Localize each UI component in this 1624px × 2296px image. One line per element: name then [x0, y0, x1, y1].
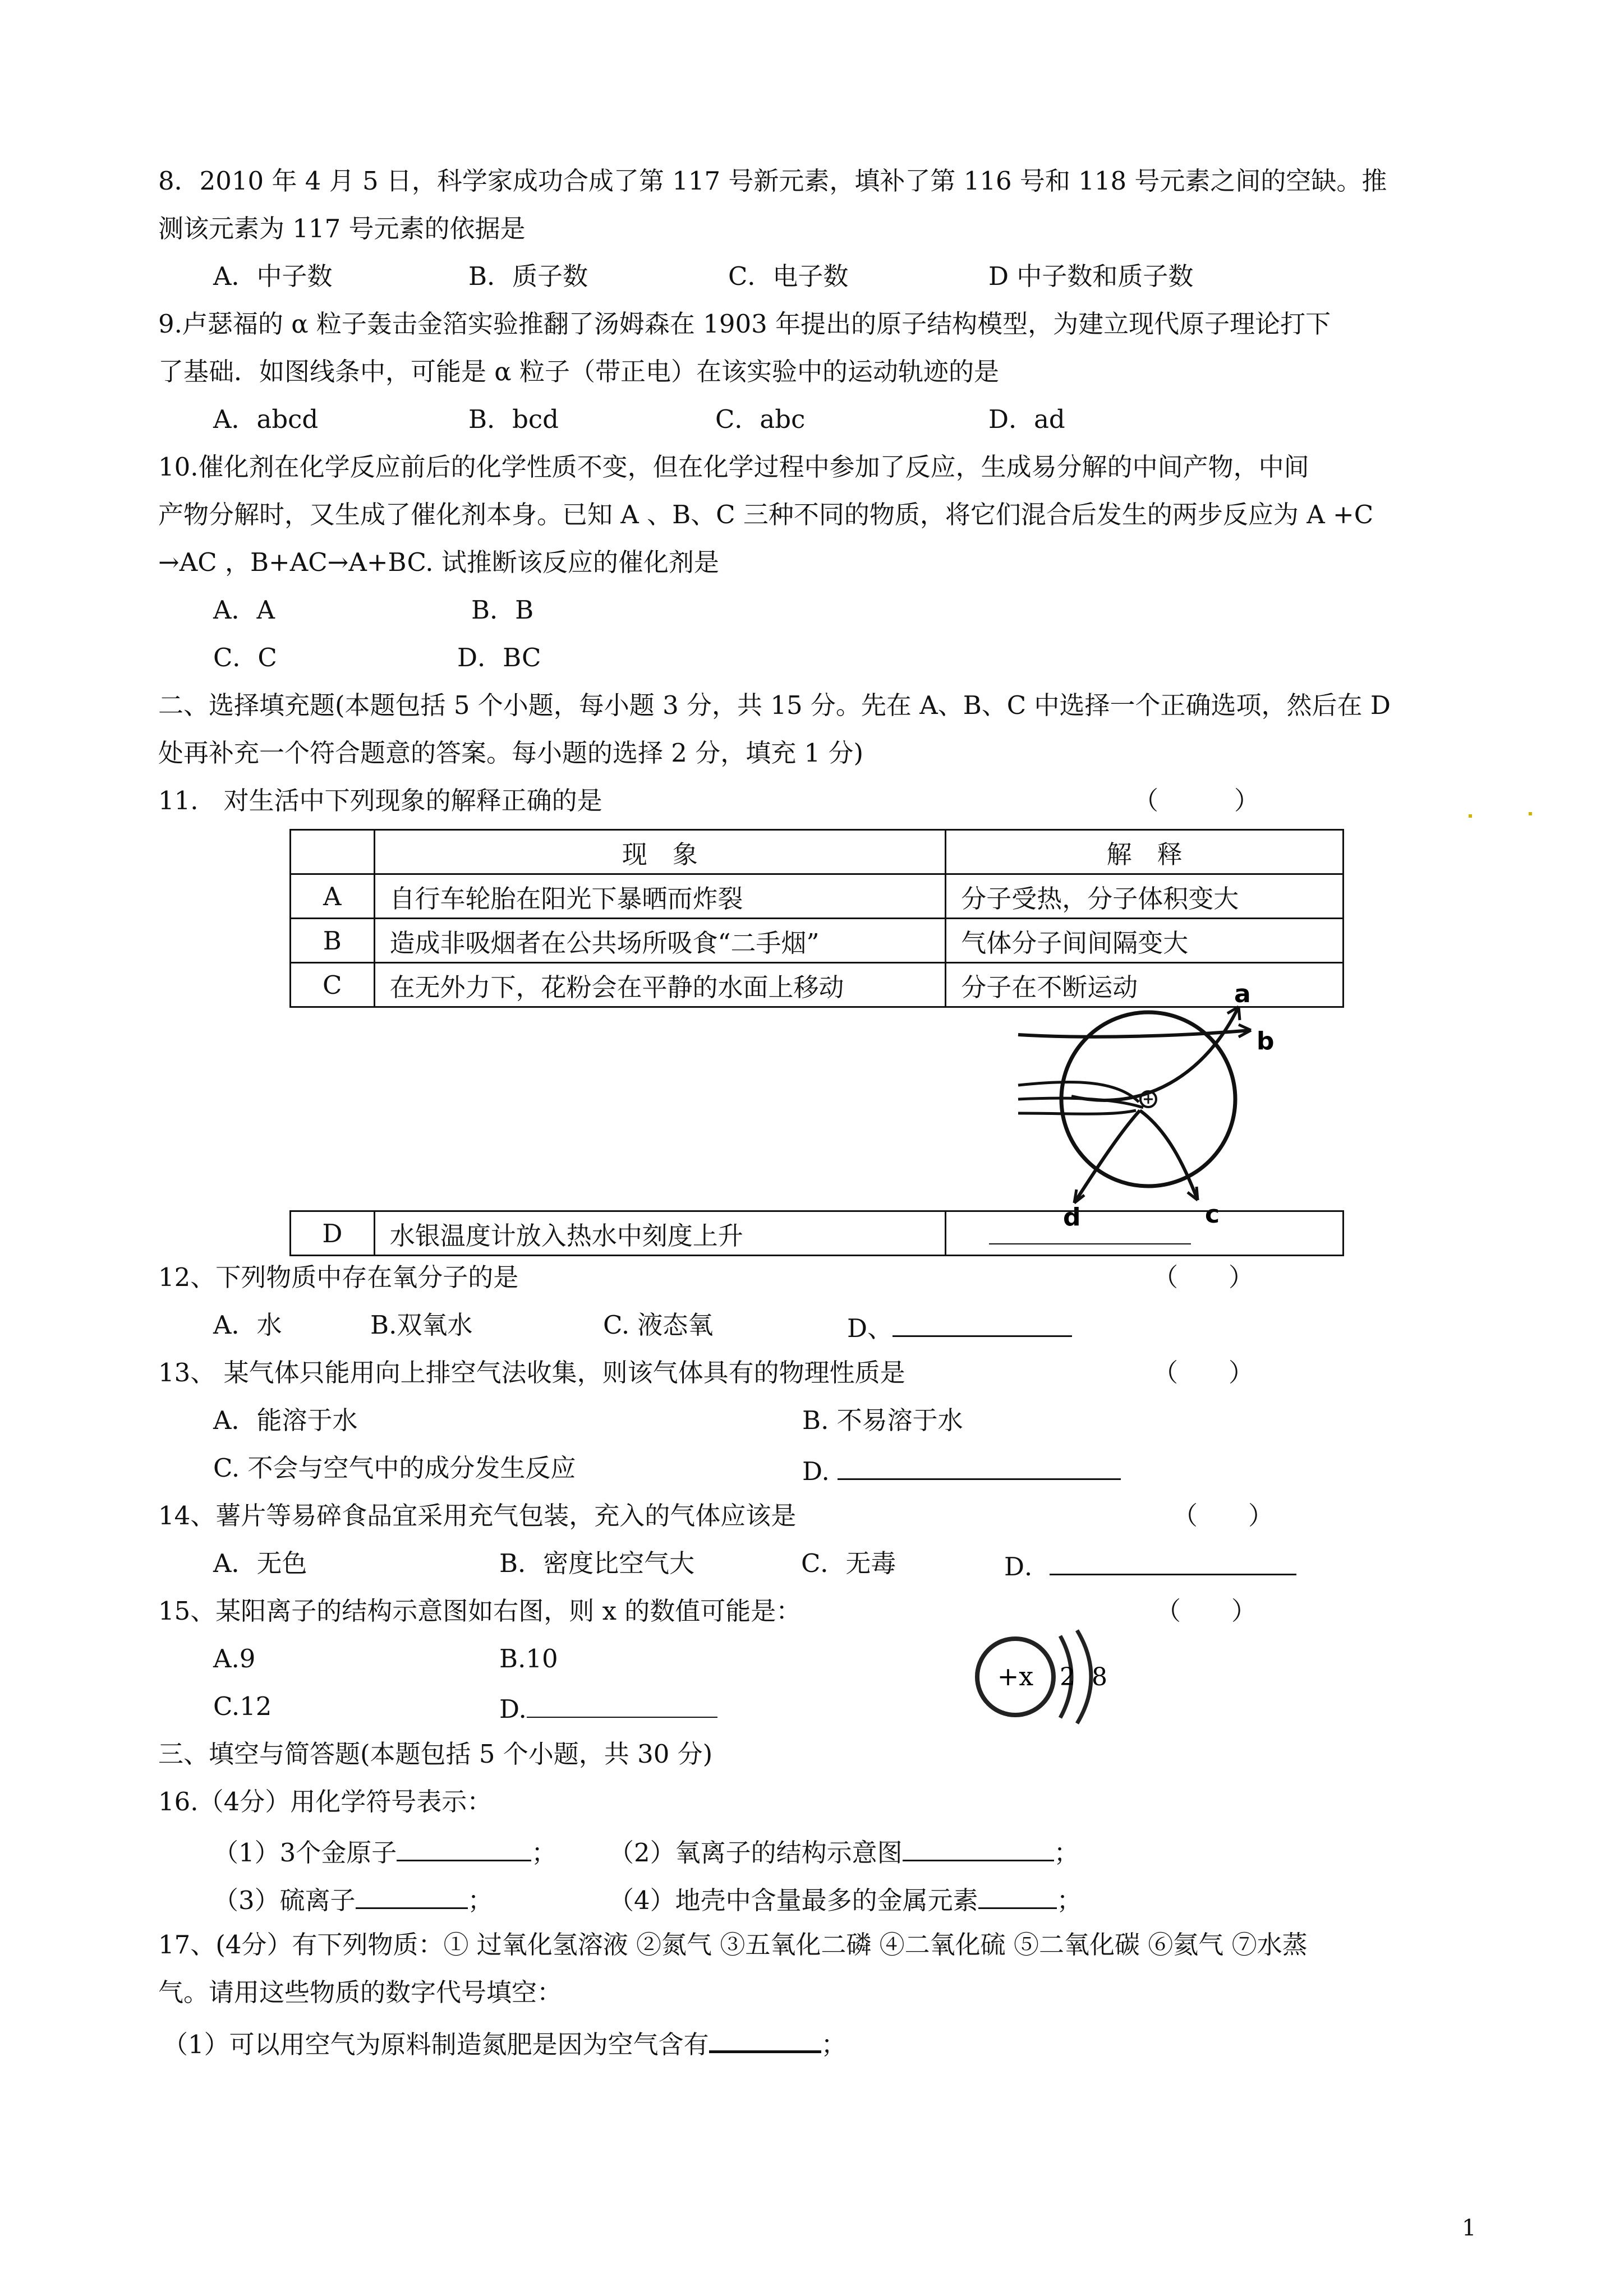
stray-mark [1469, 814, 1472, 818]
q11-table-bottom [289, 1210, 1344, 1256]
row-explanation: 气体分子间间隔变大 [946, 919, 1344, 963]
q15-option-a: A.9 [213, 1644, 256, 1673]
label-c: c [1205, 1200, 1220, 1229]
label-a: a [1234, 980, 1251, 1008]
q17-line1: 17、(4分）有下列物质：① 过氧化氢溶液 ②氮气 ③五氧化二磷 ④二氧化硫 ⑤二氧化碳 ⑥氦气 ⑦水蒸 [158, 1930, 1308, 1960]
table-header-phenomenon: 现 象 [374, 830, 946, 874]
q9-option-a: A．abcd [213, 404, 319, 434]
q10-option-b: B．B [471, 595, 534, 625]
q14-option-c: C．无毒 [801, 1548, 896, 1578]
q12-answer-paren: （ ） [1153, 1262, 1254, 1292]
answer-blank[interactable] [397, 1833, 531, 1861]
q12-option-d: D、 [847, 1308, 1072, 1345]
q14-option-a: A．无色 [213, 1548, 307, 1578]
q12-stem: 12、下列物质中存在氧分子的是 [158, 1262, 519, 1292]
q9-option-c: C．abc [715, 404, 806, 434]
q8-line1: 8．2010 年 4 月 5 日，科学家成功合成了第 117 号新元素，填补了第 116 号和 118 号元素之间的空缺。推 [158, 166, 1387, 196]
q9-line1: 9.卢瑟福的 α 粒子轰击金箔实验推翻了汤姆森在 1903 年提出的原子结构模型，为建立现代原子理论打下 [158, 309, 1331, 339]
q15-option-d: D. [499, 1690, 717, 1726]
row-label: C [291, 963, 375, 1007]
q15-option-b: B.10 [499, 1644, 558, 1673]
table-row [291, 919, 1344, 963]
row-label: A [291, 874, 375, 919]
answer-blank[interactable] [838, 1451, 1121, 1480]
table-header-explanation: 解 释 [946, 830, 1344, 874]
q16-item-1: （1）3个金原子 ； [213, 1833, 556, 1870]
page-number: 1 [1462, 2215, 1476, 2241]
answer-blank[interactable] [527, 1690, 717, 1718]
q10-line1: 10.催化剂在化学反应前后的化学性质不变，但在化学过程中参加了反应，生成易分解的中间产物，中间 [158, 452, 1309, 482]
section2-heading-line1: 二、选择填充题(本题包括 5 个小题，每小题 3 分，共 15 分。先在 A、B、C 中选择一个正确选项，然后在 D [158, 690, 1391, 720]
q12-option-c: C. 液态氧 [603, 1310, 714, 1340]
answer-blank[interactable] [709, 2023, 821, 2053]
q15-stem: 15、某阳离子的结构示意图如右图，则 x 的数值可能是： [158, 1596, 802, 1626]
answer-blank[interactable] [989, 1216, 1191, 1244]
stray-mark [1529, 812, 1532, 815]
q13-option-c: C. 不会与空气中的成分发生反应 [213, 1453, 576, 1483]
row-explanation: 分子在不断运动 [946, 963, 1344, 1007]
shell1-count: 2 [1060, 1663, 1075, 1691]
q16-item-4: （4）地壳中含量最多的金属元素 ； [609, 1880, 1082, 1917]
q13-option-a: A．能溶于水 [213, 1405, 358, 1435]
q13-option-d: D. [802, 1451, 1121, 1488]
ion-structure-figure [965, 1624, 1122, 1730]
row-phenomenon: 水银温度计放入热水中刻度上升 [374, 1211, 945, 1256]
table-header-cell [291, 830, 375, 874]
q14-stem: 14、薯片等易碎食品宜采用充气包装，充入的气体应该是 [158, 1501, 797, 1530]
q10-line3: →AC ，B+AC→A+BC. 试推断该反应的催化剂是 [158, 547, 719, 577]
q8-line2: 测该元素为 117 号元素的依据是 [158, 214, 526, 243]
label-b: b [1257, 1027, 1275, 1055]
answer-blank[interactable] [903, 1833, 1054, 1861]
q14-option-b: B．密度比空气大 [499, 1548, 695, 1578]
q14-answer-paren: （ ） [1172, 1501, 1274, 1530]
row-label: B [291, 919, 375, 963]
row-label: D [291, 1211, 375, 1256]
answer-blank[interactable] [1050, 1547, 1296, 1575]
row-phenomenon: 自行车轮胎在阳光下暴晒而炸裂 [374, 874, 946, 919]
q11-answer-paren: （ ） [1133, 786, 1260, 815]
q9-option-d: D．ad [988, 404, 1065, 434]
q9-line2: 了基础．如图线条中，可能是 α 粒子（带正电）在该实验中的运动轨迹的是 [158, 357, 999, 386]
answer-blank[interactable] [978, 1880, 1057, 1909]
section2-heading-line2: 处再补充一个符合题意的答案。每小题的选择 2 分，填充 1 分) [158, 738, 864, 768]
q15-option-c: C.12 [213, 1691, 272, 1721]
q15-answer-paren: （ ） [1156, 1596, 1257, 1626]
row-phenomenon: 造成非吸烟者在公共场所吸食“二手烟” [374, 919, 946, 963]
q14-option-d: D． [1004, 1547, 1296, 1584]
nucleus-charge: +x [997, 1661, 1034, 1691]
answer-blank[interactable] [892, 1308, 1072, 1337]
q13-option-b: B. 不易溶于水 [802, 1405, 963, 1435]
q17-line2: 气。请用这些物质的数字代号填空： [158, 1977, 563, 2007]
q8-option-c: C．电子数 [728, 261, 849, 291]
answer-blank[interactable] [356, 1880, 468, 1909]
label-d: d [1063, 1203, 1081, 1232]
table-row [291, 874, 1344, 919]
q13-stem: 13、 某气体只能用向上排空气法收集，则该气体具有的物理性质是 [158, 1358, 905, 1387]
row-phenomenon: 在无外力下，花粉会在平静的水面上移动 [374, 963, 946, 1007]
q13-answer-paren: （ ） [1153, 1358, 1254, 1387]
q9-option-b: B．bcd [468, 404, 559, 434]
row-explanation-blank[interactable] [946, 1211, 1344, 1256]
q10-option-a: A．A [213, 595, 275, 625]
q16-stem: 16.（4分）用化学符号表示： [158, 1787, 493, 1816]
q8-option-b: B．质子数 [468, 261, 588, 291]
q12-option-a: A．水 [213, 1310, 282, 1340]
q10-option-d: D．BC [457, 643, 541, 672]
q8-option-a: A．中子数 [213, 261, 333, 291]
section3-heading: 三、填空与简答题(本题包括 5 个小题，共 30 分) [158, 1739, 713, 1769]
q16-item-2: （2）氧离子的结构示意图 ； [609, 1833, 1079, 1870]
table-row [291, 1211, 1344, 1256]
q16-item-3: （3）硫离子 ； [213, 1880, 493, 1917]
row-explanation: 分子受热，分子体积变大 [946, 874, 1344, 919]
q11-stem: 11. 对生活中下列现象的解释正确的是 [158, 786, 602, 815]
q10-option-c: C．C [213, 643, 277, 672]
q8-option-d: D 中子数和质子数 [988, 261, 1194, 291]
q12-option-b: B.双氧水 [370, 1310, 473, 1340]
q10-line2: 产物分解时，又生成了催化剂本身。已知 A 、B、C 三种不同的物质，将它们混合后发生的两步反应为 A +C [158, 500, 1374, 529]
q11-table-top [289, 829, 1344, 1008]
table-header-row [291, 830, 1344, 874]
q17-item-1: （1）可以用空气为原料制造氮肥是因为空气含有 ； [163, 2023, 846, 2062]
shell2-count: 8 [1092, 1663, 1107, 1691]
